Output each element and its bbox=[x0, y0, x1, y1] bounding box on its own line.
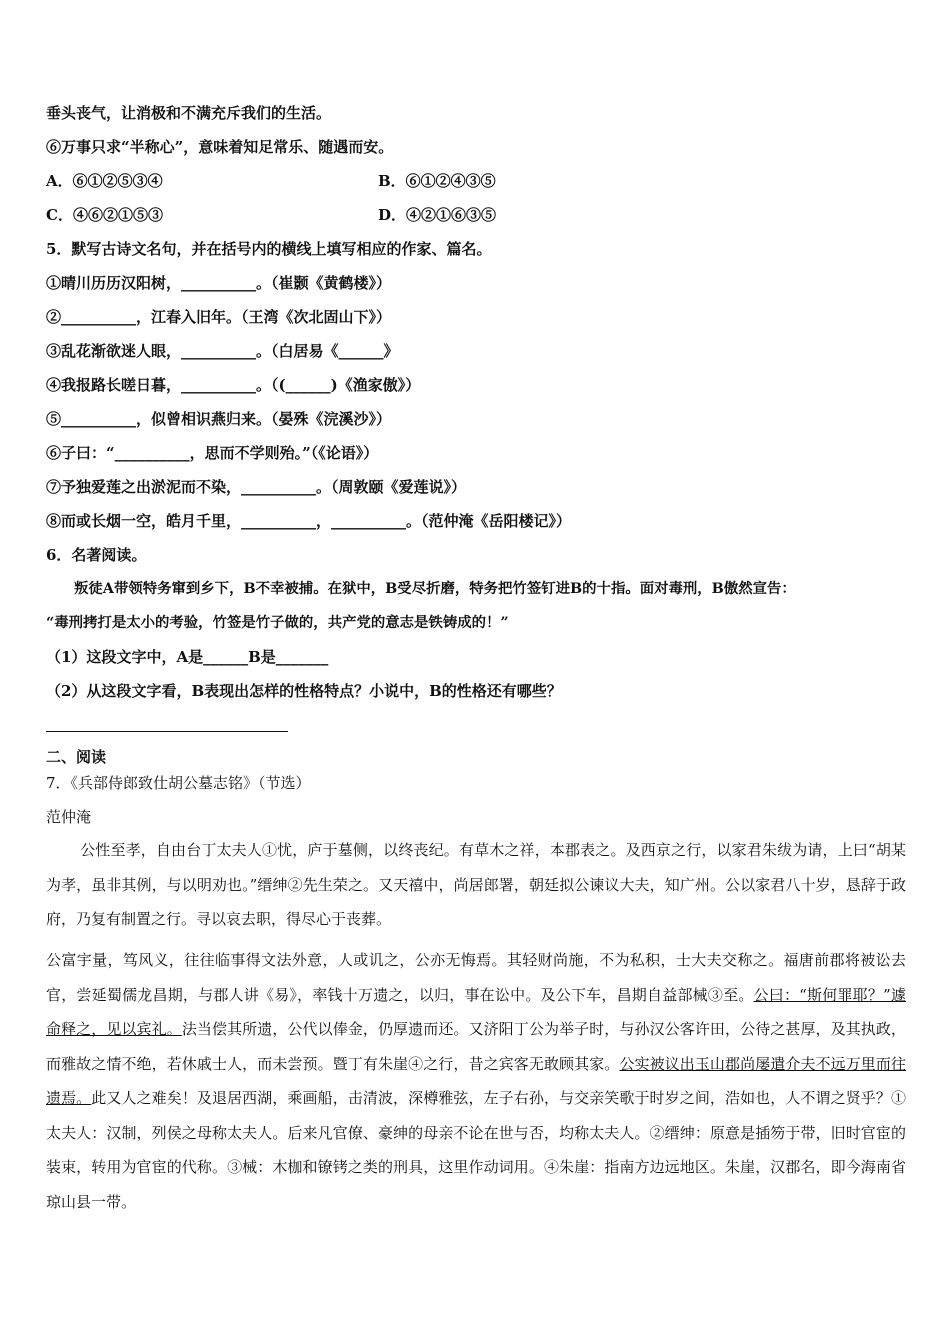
q6-passage-line-2: “毒刑拷打是太小的考验，竹签是竹子做的，共产党的意志是铁铸成的！” bbox=[46, 614, 509, 631]
author: 范仲淹 bbox=[46, 808, 92, 826]
underlined-sentence-2: 公实被议出玉山郡尚屡遣介夫不远万里而往遗焉。 bbox=[46, 1054, 906, 1107]
q4-continuation: 垂头丧气，让消极和不满充斥我们的生活。 bbox=[46, 104, 332, 122]
footnotes: ①太夫人：汉制，列侯之母称太夫人。后来凡官僚、豪绅的母亲不论在世与否，均称太夫人。②缙绅：原意是插笏于带，旧时官宦的装束，转用为官宦的代称。③械：木枷和镣铐之类的刑具，这里作动词用。④朱崖：指南方边远地区。朱崖，汉郡名，即今海南省琼山县一带。 bbox=[46, 1089, 906, 1211]
option-a: A．⑥①②⑤③④ bbox=[46, 172, 163, 190]
q5-line-3: ③乱花渐欲迷人眼，__________。（白居易《______》 bbox=[46, 342, 399, 360]
q5-line-7: ⑦予独爱莲之出淤泥而不染，__________。（周敦颐《爱莲说》） bbox=[46, 478, 467, 496]
q5-title: 5．默写古诗文名句，并在括号内的横线上填写相应的作家、篇名。 bbox=[46, 240, 492, 258]
q5-line-8: ⑧而或长烟一空，皓月千里，__________，__________。（范仲淹《岳阳楼记》） bbox=[46, 512, 572, 530]
q6-title: 6．名著阅读。 bbox=[46, 546, 147, 564]
paragraph-2-text-b: 法当偿其所遗，公代以俸金，仍厚遗而还。又济阳丁公为举子时，与孙汉公客许田，公待之甚厚，及其执政，而雅故之情不绝，若休戚士人，而未尝预。暨丁有朱崖④之行，昔之宾客无敢顾其家。 bbox=[46, 1020, 906, 1073]
option-b: B．⑥①②④③⑤ bbox=[378, 172, 496, 190]
answer-line bbox=[46, 731, 288, 732]
q4-item-6: ⑥万事只求“半称心”，意味着知足常乐、随遇而安。 bbox=[46, 138, 394, 156]
option-d: D．④②①⑥③⑤ bbox=[378, 206, 497, 224]
q5-line-1: ①晴川历历汉阳树，__________。（崔颢《黄鹤楼》） bbox=[46, 274, 392, 292]
q6-passage-line-1: 叛徒A带领特务窜到乡下，B不幸被捕。在狱中，B受尽折磨，特务把竹签钉进B的十指。面对毒刑，B傲然宣告： bbox=[74, 580, 796, 597]
paragraph-1 bbox=[46, 833, 906, 937]
q5-line-2: ②__________，江春入旧年。（王湾《次北固山下》） bbox=[46, 308, 392, 326]
q5-line-4: ④我报路长嗟日暮，__________。（(______)《渔家傲》） bbox=[46, 376, 421, 394]
paragraph-2-text-c: 此又人之难矣！及退居西湖，乘画船，击清波，深樽雅弦，左子右孙，与交亲笑歌于时岁之间，浩如也，人不谓之贤乎？ bbox=[91, 1089, 891, 1107]
q5-line-5: ⑤__________，似曾相识燕归来。（晏殊《浣溪沙》） bbox=[46, 410, 392, 428]
q6-sub-question-1: （1）这段文字中，A是______B是_______ bbox=[46, 648, 329, 666]
paragraph-2-text-a: 公富宇量，笃风义，往往临事得文法外意，人或讥之，公亦无悔焉。其轻财尚施，不为私积，士大夫交称之。福唐前郡将被讼去官，尝延蜀儒龙昌期，与郡人讲《易》，率钱十万遗之，以归，事在讼中。及公下车，昌期自益部械③至。 bbox=[46, 951, 906, 1004]
underlined-sentence-1: 公曰：“斯何罪耶？”遽命释之，见以宾礼。 bbox=[46, 985, 906, 1038]
q5-line-6: ⑥子曰：“__________，思而不学则殆。”（《论语》） bbox=[46, 444, 379, 462]
q7-title: 7．《兵部侍郎致仕胡公墓志铭》（节选） bbox=[46, 774, 311, 792]
section-heading: 二、阅读 bbox=[46, 748, 107, 766]
paragraph-1-text: 公性至孝，自由台丁太夫人①忧，庐于墓侧，以终丧纪。有草木之祥，本郡表之。及西京之行，以家君朱绂为请，上曰“胡某为孝，虽非其例，与以明劝也。”缙绅②先生荣之。又天禧中，尚居郎署，朝廷拟公谏议大夫，知广州。公以家君八十岁，恳辞于政府，乃复有制置之行。寻以哀去职，得尽心于丧葬。 bbox=[46, 841, 906, 928]
option-c: C．④⑥②①⑤③ bbox=[46, 206, 163, 224]
paragraph-2 bbox=[46, 943, 906, 1219]
q6-sub-question-2: （2）从这段文字看，B表现出怎样的性格特点？小说中，B的性格还有哪些？ bbox=[46, 682, 562, 700]
